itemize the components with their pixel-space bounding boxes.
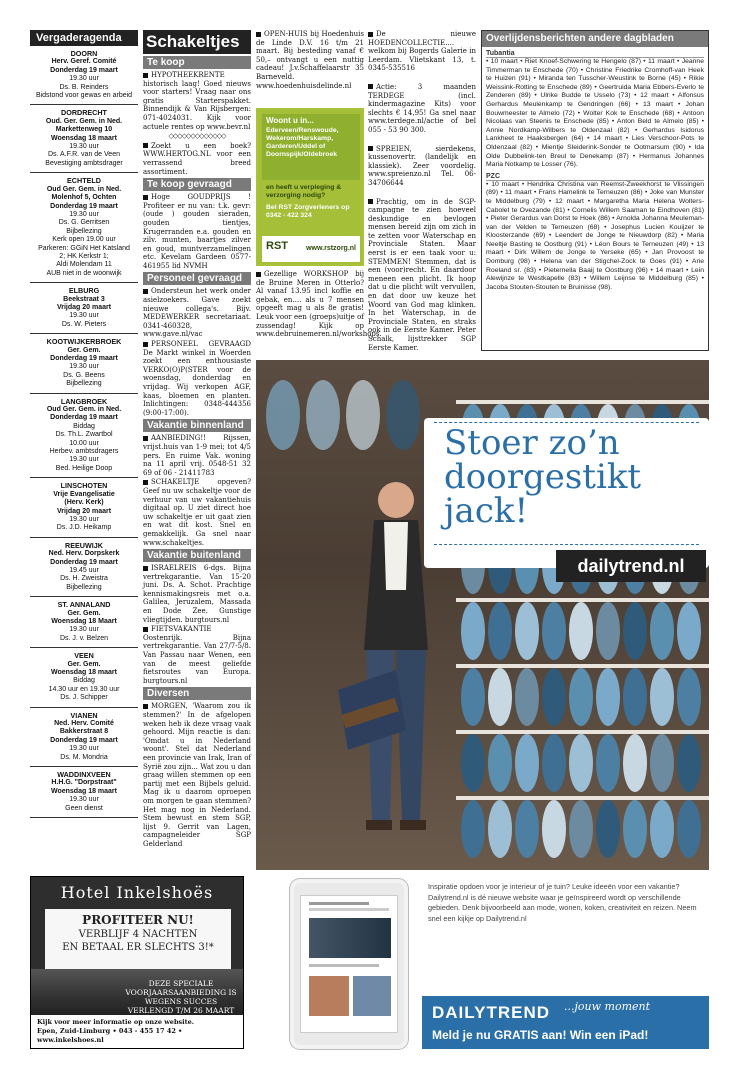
yarn-cone bbox=[650, 800, 674, 858]
meeting-entry bbox=[30, 538, 138, 597]
meeting-place: ELBURG bbox=[68, 286, 100, 296]
meeting-place: KOOTWIJKERBROEK bbox=[46, 337, 122, 347]
classified-ad-text: SCHAKELTJE opgeven? Geef nu uw schakeltje voor de verhuur van uw vakantiehuis digitaal op. U ziet direct hoe uw schakeltje er uit gaat zien en wat dit kost. Snel en gemakkelijk. Ga snel naar www.schakeltjes. bbox=[143, 478, 251, 547]
meeting-extra-line: 19.30 uur bbox=[69, 456, 99, 464]
bullet-square-icon bbox=[368, 146, 373, 151]
classified-ad bbox=[143, 71, 251, 131]
meeting-place: DOORN bbox=[70, 49, 98, 58]
meeting-time: 19.30 uur bbox=[69, 312, 99, 320]
meeting-note: Bidstond voor gewas en arbeid bbox=[35, 92, 133, 100]
meeting-date: Donderdag 19 maart bbox=[50, 355, 118, 362]
meeting-org: Oud Ger. Gem. in Ned. bbox=[46, 185, 122, 193]
ipad-screen-image bbox=[353, 976, 391, 1016]
meeting-person: Ds. J.D. Heikamp bbox=[56, 524, 112, 532]
bullet-square-icon bbox=[143, 704, 148, 709]
dailytrend-url-tag[interactable]: dailytrend.nl bbox=[556, 550, 706, 582]
classified-ad bbox=[143, 434, 251, 477]
classified-ad bbox=[368, 30, 476, 73]
meeting-date: Woensdag 18 maart bbox=[50, 787, 117, 795]
meeting-time: 19.30 uur bbox=[69, 210, 99, 218]
yarn-cone bbox=[623, 602, 647, 660]
hotel-special-text bbox=[119, 979, 243, 1015]
meeting-date: Donderdag 19 maart bbox=[50, 414, 118, 422]
meeting-date: Donderdag 19 maart bbox=[50, 202, 118, 210]
meeting-date: Woensdag 18 maart bbox=[50, 669, 117, 676]
classified-ad-text: Ondersteun het werk onder asielzoekers. Gave zoekt nieuwe collega's. Bijv. MEDEWERKER secretariaat. 0341-460328, www.gave.nl/vac bbox=[143, 287, 251, 339]
bullet-square-icon bbox=[143, 143, 148, 148]
rst-ad-panel bbox=[258, 110, 362, 264]
meeting-place: ECHTELD bbox=[67, 176, 101, 186]
dailytrend-promo-text: Inspiratie opdoen voor je interieur of je tuin? Leuke ideeën voor een vakantie? Dailytrend.nl is dé nieuwe website waar je geïnspireerd wordt op verschillende gebieden. Denk bijvoorbeeld aan mode, wonen, koken, creativiteit en reizen. Neem snel een kijkje op Dailytrend.nl bbox=[428, 882, 697, 923]
meeting-time: 19.30 uur bbox=[69, 363, 99, 371]
yarn-cone bbox=[569, 602, 593, 660]
vergaderagenda-column bbox=[30, 30, 138, 818]
ipad-screen-image bbox=[309, 976, 349, 1016]
yarn-cone bbox=[266, 380, 300, 450]
meeting-place: WADDINXVEEN bbox=[57, 770, 111, 780]
yarn-cone bbox=[515, 602, 539, 660]
classified-divider: ◇◇◇◇◇◇◇◇◇◇◇◇◇ bbox=[168, 132, 226, 141]
meeting-person: Ds. A.F.R. van de Veen bbox=[48, 151, 120, 159]
meeting-person: 10.00 uur bbox=[69, 439, 99, 447]
meeting-place: VEEN bbox=[74, 651, 94, 661]
meeting-time: 19.45 uur bbox=[69, 566, 99, 574]
classified-ad-text: Zoekt u een boek? WWW.HERTOG.NL voor een verrassend breed assortiment. bbox=[143, 141, 251, 176]
meeting-place: ST. ANNALAND bbox=[57, 600, 111, 610]
section-vakantie-binnenland: Vakantie binnenland bbox=[143, 419, 251, 432]
section-vakantie-buitenland: Vakantie buitenland bbox=[143, 549, 251, 562]
rst-ad-header bbox=[262, 114, 360, 180]
bullet-square-icon bbox=[143, 480, 148, 485]
meeting-date: Donderdag 19 maart bbox=[50, 736, 118, 744]
meeting-note: Bijbellezing bbox=[66, 380, 102, 388]
hotel-footer bbox=[31, 1015, 244, 1049]
rst-url[interactable]: www.rstzorg.nl bbox=[306, 245, 356, 252]
meeting-date: Woensdag 18 Maart bbox=[51, 617, 117, 625]
dailytrend-slogan-box bbox=[424, 418, 709, 568]
bullet-square-icon bbox=[143, 73, 148, 78]
meeting-org: Ned. Herv. Dorpskerk bbox=[48, 550, 120, 558]
meeting-note: Bevestiging ambtsdrager bbox=[45, 159, 123, 167]
meeting-entry bbox=[30, 708, 138, 767]
yarn-cone bbox=[461, 734, 485, 792]
slogan-line2: doorgestikt bbox=[444, 457, 642, 497]
meeting-time: 14.30 uur en 19.30 uur bbox=[48, 685, 120, 693]
meeting-org: Ger. Gem. bbox=[67, 660, 101, 668]
dailytrend-cta[interactable]: Meld je nu GRATIS aan! Win een iPad! bbox=[432, 1028, 649, 1042]
meeting-date: Donderdag 19 maart bbox=[50, 558, 118, 566]
yarn-cone bbox=[515, 668, 539, 726]
meeting-sub: Biddag bbox=[73, 422, 95, 430]
classified-ad bbox=[143, 340, 251, 417]
meeting-list bbox=[30, 46, 138, 818]
bullet-square-icon bbox=[368, 84, 373, 89]
yarn-cone bbox=[306, 380, 340, 450]
classified-ad-text: AANBIEDING!! Rijssen, vrijst.huis van 1-9 mei; tot 4/5 pers. En ruime Vak. woning na 11 april vrij. 0548-51 32 69 of 06 - 21411783 bbox=[143, 434, 251, 477]
yarn-cone bbox=[623, 734, 647, 792]
yarn-cone bbox=[623, 668, 647, 726]
yarn-cone bbox=[461, 602, 485, 660]
classifieds-column-3-lower bbox=[256, 270, 382, 340]
meeting-entry bbox=[30, 334, 138, 393]
ipad-screen bbox=[300, 895, 398, 1033]
ipad-screen-image bbox=[309, 918, 391, 958]
rst-ad-towns: Ederveen/Renswoude, Wekerom/Harskamp, Garderen/Uddel of Doornspijk/Oldebroek bbox=[266, 127, 339, 158]
yarn-cone bbox=[488, 800, 512, 858]
rst-ad-head: Woont u in... bbox=[266, 116, 314, 125]
classified-ad-text: FIETSVAKANTIE Oostenrijk. Bijna vertrekgarantie. Van 27/7-5/8. Van Passau naar Wenen, een van de meest geliefde fietsroutes van Europa. burgtours.nl bbox=[143, 625, 251, 685]
yarn-cone bbox=[542, 668, 566, 726]
bullet-square-icon bbox=[143, 289, 148, 294]
bullet-square-icon bbox=[143, 566, 148, 571]
meeting-person: Ds. H. Zweistra bbox=[60, 575, 108, 583]
slogan-line1: Stoer zo’n bbox=[444, 423, 620, 463]
yarn-cone bbox=[569, 668, 593, 726]
meeting-time: Ds. Th.L. Zwartbol bbox=[55, 431, 113, 439]
meeting-org: Ger. Gem. bbox=[67, 346, 101, 354]
bullet-square-icon bbox=[143, 195, 148, 200]
classifieds-column-4 bbox=[368, 30, 476, 353]
classified-ad-text: Gezellige WORKSHOP bij de Bruine Meren in Otterlo? Al vanaf 13.95 incl koffie en gebak, en.... als u 7 mensen opgeeft mag u als 8e gratis! Leuk voor een (groeps)uitje of zussendag! Kijk op www.debruinemeren.nl/workshops. bbox=[256, 270, 382, 339]
meeting-time: 19.30 uur bbox=[69, 796, 99, 804]
meeting-person: Ds. J. v. Belzen bbox=[59, 634, 109, 642]
meeting-entry bbox=[30, 648, 138, 707]
meeting-org: Vrije Evangelisatie bbox=[53, 490, 115, 498]
dailytrend-brand: DAILYTREND bbox=[432, 1003, 550, 1022]
section-te-koop: Te koop bbox=[143, 56, 251, 69]
yarn-cone bbox=[569, 800, 593, 858]
hotel-special-line1: DEZE SPECIALE bbox=[148, 979, 214, 988]
yarn-cone bbox=[488, 602, 512, 660]
meeting-note: Herbev. ambtsdragers bbox=[49, 448, 119, 456]
yarn-cone bbox=[677, 668, 701, 726]
meeting-extra-line: Parkeren: GGiN Het Katsland bbox=[38, 244, 130, 252]
section-personeel-gevraagd: Personeel gevraagd bbox=[143, 272, 251, 285]
overlijdensberichten-title: Overlijdensberichten andere dagbladen bbox=[482, 31, 708, 47]
yarn-cone bbox=[677, 602, 701, 660]
rst-ad-call: Bel RST Zorgverleners op bbox=[266, 204, 350, 211]
yarn-cone bbox=[650, 602, 674, 660]
classified-ad-text: OPEN-HUIS bij Hoedenhuis de Linde D.V. 16 t/m 21 maart. Bij besteding vanaf € 50,– ontvangt u een nuttig cadeau! J.v.Schaffelaarstr 35 Barneveld. www.hoedenhuisdelinde.nl bbox=[256, 30, 364, 90]
meeting-extra-line: Bed. Heilige Doop bbox=[55, 464, 113, 472]
yarn-cone bbox=[596, 602, 620, 660]
newspaper-name-pzc: PZC bbox=[486, 173, 704, 181]
meeting-org: Oud. Ger. Gem. in Ned. bbox=[45, 117, 123, 125]
meeting-extra-line: AUB niet in de woonwijk bbox=[46, 269, 122, 277]
hotel-name: Hotel Inkelshoës bbox=[60, 883, 214, 902]
yarn-cone bbox=[515, 734, 539, 792]
hotel-footer-line1: Kijk voor meer informatie op onze website. bbox=[37, 1018, 195, 1026]
ipad-screen-row bbox=[309, 908, 389, 911]
yarn-cone bbox=[623, 800, 647, 858]
hotel-special-line3: WEGENS SUCCES bbox=[144, 997, 218, 1006]
yarn-cone bbox=[461, 800, 485, 858]
meeting-time: 19.30 uur bbox=[69, 143, 99, 151]
yarn-cone bbox=[386, 380, 420, 450]
classified-ad bbox=[143, 478, 251, 547]
yarn-cone bbox=[596, 734, 620, 792]
meeting-loc: Markettenweg 10 bbox=[55, 126, 113, 134]
meeting-person: Ds. M. Mondria bbox=[60, 753, 108, 761]
meeting-time: 19.30 uur bbox=[69, 515, 99, 523]
rst-logo bbox=[262, 236, 360, 262]
classified-ad-text: SPREIEN, sierdekens, kussenovertr. (landelijk en klassiek). Zeer voordelig. www.spreienzo.nl Tel. 06-34706644 bbox=[368, 144, 476, 187]
dailytrend-brand-tag: ...jouw moment bbox=[564, 1000, 651, 1013]
classified-ad bbox=[368, 83, 476, 135]
meeting-place: REEUWIJK bbox=[65, 540, 103, 550]
meeting-entry bbox=[30, 46, 138, 105]
meeting-extra-line: Aldi Molendam 11 bbox=[56, 261, 112, 269]
newspaper-name-tubantia: Tubantia bbox=[486, 50, 704, 58]
classified-ad-text: MORGEN, 'Waarom zou ik stemmen?' In de afgelopen weken heb ik deze vraag vaak gehoord. Mijn reactie is dan: 'Omdat u in Nederland woont'. Stel dat Nederland een provincie van Irak, Iran of Syrië zou zijn... Wat zou u dan graag willen stemmen op een partij met een Bijbels geluid. Mag ik u daarom oproepen om morgen te gaan stemmen? Het mag nog in Nederland. Stem bewust en stem SGP, lijst 9. Gerrit van Lagen, campagneleider SGP Gelderland bbox=[143, 702, 251, 848]
meeting-org: Ger. Gem. bbox=[67, 609, 101, 617]
schakeltjes-title: Schakeltjes bbox=[143, 30, 251, 54]
yarn-cone bbox=[596, 668, 620, 726]
meeting-note: Bijbellezing bbox=[66, 227, 102, 235]
meeting-entry bbox=[30, 767, 138, 818]
yarn-cone bbox=[677, 734, 701, 792]
classified-ad bbox=[143, 142, 251, 176]
meeting-org: Ned. Herv. Comité bbox=[54, 720, 114, 728]
meeting-org: Oud Ger. Gem. in Ned. bbox=[46, 406, 122, 414]
meeting-entry bbox=[30, 394, 138, 479]
meeting-date: Woensdag 18 maart bbox=[50, 134, 117, 142]
yarn-cone bbox=[650, 668, 674, 726]
meeting-person: Ds. J. Schipper bbox=[60, 694, 108, 702]
rst-ad-phone: 0342 - 422 324 bbox=[266, 212, 312, 219]
meeting-time: 19.30 uur bbox=[69, 75, 99, 83]
yarn-cone bbox=[346, 380, 380, 450]
meeting-person: Ds. B. Reinders bbox=[59, 83, 109, 91]
bullet-square-icon bbox=[368, 199, 373, 204]
bullet-square-icon bbox=[143, 436, 148, 441]
meeting-entry bbox=[30, 478, 138, 537]
bullet-square-icon bbox=[256, 272, 261, 277]
hotel-special-line2: VOORJAARSAANBIEDING IS bbox=[125, 988, 237, 997]
meeting-person: Geen dienst bbox=[65, 804, 103, 812]
meeting-extra-line: Kerk open 19.00 uur bbox=[52, 236, 116, 244]
meeting-org: Beekstraat 3 bbox=[63, 295, 105, 303]
meeting-loc: Bakkerstraat 8 bbox=[59, 728, 109, 736]
meeting-date: Vrijdag 20 maart bbox=[56, 303, 112, 311]
section-te-koop-gevraagd: Te koop gevraagd bbox=[143, 178, 251, 191]
yarn-cone bbox=[569, 734, 593, 792]
classified-ad bbox=[143, 702, 251, 848]
classified-ad bbox=[256, 270, 382, 339]
meeting-entry bbox=[30, 283, 138, 334]
meeting-date: Vrijdag 20 maart bbox=[56, 507, 112, 515]
classified-ad-text: ISRAELREIS 6-dgs. Bijna vertrekgarantie. Van 15-20 juni. Ds. A. Schot. Prachtige kennismakingsreis met o.a. Galilea, Jeruzalem, Massada en Dode Zee. Gunstige vliegtijden. burgtours.nl bbox=[143, 564, 251, 624]
classified-ad bbox=[143, 564, 251, 624]
hotel-offer-line2: VERBLIJF 4 NACHTEN bbox=[78, 929, 198, 940]
ipad-screen-row bbox=[309, 902, 369, 905]
classified-ad bbox=[256, 30, 364, 90]
yarn-cone bbox=[650, 734, 674, 792]
meeting-time: 19.30 uur bbox=[69, 626, 99, 634]
hotel-offer-line3: EN BETAAL ER SLECHTS 3!* bbox=[62, 942, 214, 953]
slogan-line3: jack! bbox=[444, 491, 529, 531]
meeting-sub: Biddag bbox=[73, 677, 95, 685]
rst-logo-text: RST bbox=[266, 240, 288, 252]
meeting-entry bbox=[30, 597, 138, 648]
classified-ad bbox=[143, 193, 251, 270]
rst-ad-body bbox=[262, 184, 360, 220]
slogan-text bbox=[444, 423, 694, 531]
classifieds-column-3 bbox=[256, 30, 364, 91]
meeting-entry bbox=[30, 105, 138, 173]
yarn-cone bbox=[488, 668, 512, 726]
meeting-loc: (Herv. Kerk) bbox=[64, 499, 104, 507]
bullet-square-icon bbox=[143, 627, 148, 632]
yarn-cone bbox=[596, 800, 620, 858]
meeting-place: LINSCHOTEN bbox=[60, 481, 108, 491]
yarn-cone bbox=[542, 602, 566, 660]
rst-ad-question: en heeft u verpleging & verzorging nodig? bbox=[266, 184, 342, 199]
meeting-person: Ds. G. Gerritsen bbox=[58, 219, 110, 227]
meeting-date: Donderdag 19 maart bbox=[50, 66, 118, 74]
classified-ad bbox=[368, 145, 476, 188]
classified-ad-text: PERSONEEL GEVRAAGD De Markt winkel in Woerden zoekt een enthousiaste VERKO(O)P(STER voor de woensdag, donderdag en vrijdag. Wij verkopen AGF, kaas, bloemen en planten. Inlichtingen: 0348-444356 (9:00-17:00). bbox=[143, 340, 251, 417]
classified-ad-text: Actie: 3 maanden TERDEGE (incl. kindermagazine Kits) voor slechts € 14,95! Ga snel naar www.terdege.nl/actie of bel 055 - 53 90 300. bbox=[368, 82, 476, 134]
classified-ad bbox=[368, 198, 476, 353]
hotel-footer-line2: Epen, Zuid-Limburg • 043 - 455 17 42 • www.inkelshoes.nl bbox=[37, 1027, 183, 1044]
ipad-screen-row bbox=[309, 964, 379, 967]
yarn-cone bbox=[542, 800, 566, 858]
hotel-special-line4: VERLENGD T/M 26 MAART bbox=[127, 1006, 235, 1015]
rst-zorgverleners-ad[interactable] bbox=[256, 108, 364, 266]
ipad-image bbox=[290, 879, 408, 1049]
yarn-cone bbox=[542, 734, 566, 792]
obituary-list-pzc: • 10 maart • Hendrika Christina van Reemst-Zweekhorst te Vlissingen (89) • 11 maart • Frans Hamelink te Terneuzen (86) • Joke van Munster te Middelburg (79) • 12 maart • Margaretha Maria Helena Wolters-Cabolet te Ovezande (81) • Cornelis Willem Saaman te Eindhoven (81) • Pieter Gerardus van Dorst te Hoek (86) • Arnolda Johanna Meuleman-van der Velden te Terneuzen (68) • Josephus Lucien Kouijzer te Kloosterzande (69) • Leendert de Jonge te Nieuwdorp (82) • Maria Neeltje Basting te Oostburg (91) • Léon Bours te Terneuzen (49) • 13 maart • Dirk Willem de Jonge te Yerseke (65) • Jan Provoost te Domburg (98) • Helena van der Stigchel-Zock te Goes (91) • Arie Roeland sr. (83) • Pieternella Baaij te Oostburg (96) • 14 maart • Lein Alewijnze te Westkapelle (83) • Willem Leijnse te Middelburg (85) • Jacoba Stouten-Stouten te Bruinisse (98). bbox=[486, 180, 704, 291]
hotel-offer-box bbox=[45, 909, 231, 969]
yarn-cone bbox=[515, 800, 539, 858]
meeting-person: Ds. W. Pieters bbox=[61, 320, 107, 328]
classified-ad-text: HYPOTHEEKRENTE historisch laag! Goed nieuws voor starters! Vraag naar ons gratis Starterspakket. Binnendijk & Van Rijsbergen: 071-4024031. Kijk voor actuele rentes op www.bevr.nl bbox=[143, 71, 251, 131]
classified-ad-text: Hoge GOUDPRIJS ! Profiteer er nu van: t.k. gevr: (oude ) gouden sieraden, gouden tientjes, Krugerranden e.a. gouden en zilv. munten, baartjes zilver en goud, muntverzamelingen etc. Kevelam Gardeen 0577-461955 lid NVMH bbox=[143, 193, 251, 270]
meeting-place: DORDRECHT bbox=[61, 108, 107, 118]
meeting-extra-line: 2; HK Kerkstr 1; bbox=[59, 252, 109, 260]
hotel-inkelshoes-ad[interactable] bbox=[30, 876, 244, 1049]
classified-ad bbox=[143, 625, 251, 685]
vergaderagenda-title: Vergaderagenda bbox=[30, 30, 138, 46]
meeting-note: Bijbellezing bbox=[66, 583, 102, 591]
meeting-org: Herv. Geref. Comité bbox=[51, 58, 117, 66]
meeting-place: VIANEN bbox=[70, 710, 98, 720]
classified-ad-text: Prachtig, om in de SGP-campagne te zien hoeveel deskundige en bevlogen mensen bereid zijn om zich in te zetten voor Waterschap en Provinciale Staten. Maar eerst is er een taak voor u: STEMMEN! Stemmen, dat is een (voor)recht. En daardoor meneen een plicht. Ik hoop dat u die plicht wilt vervullen, en dat door uw keuze het Woord van God mag klinken. In het Waterschap, in de Provinciale Staten, en straks ook in de Eerste Kamer. Peter Schalk, lijsttrekker SGP Eerste Kamer. bbox=[368, 197, 476, 352]
bullet-square-icon bbox=[143, 342, 148, 347]
classified-ad-text: De nieuwe HOEDENCOLLECTIE.... welkom bij Bogerds Galerie in Leerdam. Vlietskant 13, t. 0345-535516 bbox=[368, 30, 476, 73]
slogan-dash-bottom bbox=[434, 544, 699, 545]
bullet-square-icon bbox=[368, 32, 373, 37]
yarn-cone bbox=[488, 734, 512, 792]
dailytrend-banner[interactable] bbox=[422, 996, 709, 1049]
yarn-cone bbox=[677, 800, 701, 858]
meeting-org: H.H.G. "Dorpstraat" bbox=[51, 779, 117, 787]
meeting-person: Ds. G. Beens bbox=[63, 371, 105, 379]
section-diversen: Diversen bbox=[143, 687, 251, 700]
schakeltjes-column bbox=[143, 30, 251, 850]
overlijdensberichten-box bbox=[481, 30, 709, 351]
meeting-time: 19.30 uur bbox=[69, 745, 99, 753]
hotel-offer-line1: PROFITEER NU! bbox=[82, 913, 194, 927]
meeting-loc: Molenhof 5, Ochten bbox=[51, 194, 117, 202]
yarn-cone bbox=[461, 668, 485, 726]
meeting-entry bbox=[30, 173, 138, 283]
meeting-place: LANGBROEK bbox=[60, 396, 108, 406]
bullet-square-icon bbox=[256, 32, 261, 37]
classified-ad bbox=[143, 287, 251, 339]
obituary-list-tubantia: • 10 maart • Riet Knoef-Schwering te Hengelo (87) • 11 maart • Jeanne Timmerman te Enschede (70) • Christine Friedrike Cromhoff-van Heek te Huizen (91) • Miranda ten Tusscher-Weustink te Borne (45) • Rikie Weissink-Rotting te Enschede (89) • Geertruida Maria Ebbers-Everlo te Zenderen (89) • Ulrike Budde te Usselo (73) • 12 maart • Alfonsus Gerhardus Meulenkamp te Gendringen (66) • 13 maart • Johan Bouwmeester te Almelo (72) • Wolter Kok te Enschede (68) • Antoon Nicolaas van Steenis te Enschede (85) • Anton Beld te Almelo (85) • Annie Nordkamp-Wilbers te Oldenzaal (82) • Gerhardus Isidorus Lankheet te Haaksbergen (64) • 14 maart • Lies Verschoor-Pots te Oldenzaal (82) • Mientje Sleiderink-Sonder te Ootmarsum (90) • Ida Olde Dubbelink-ten Breul te Denekamp (87) • Hermanus Johannes Maria Notkamp te Losser (76). bbox=[486, 58, 704, 169]
